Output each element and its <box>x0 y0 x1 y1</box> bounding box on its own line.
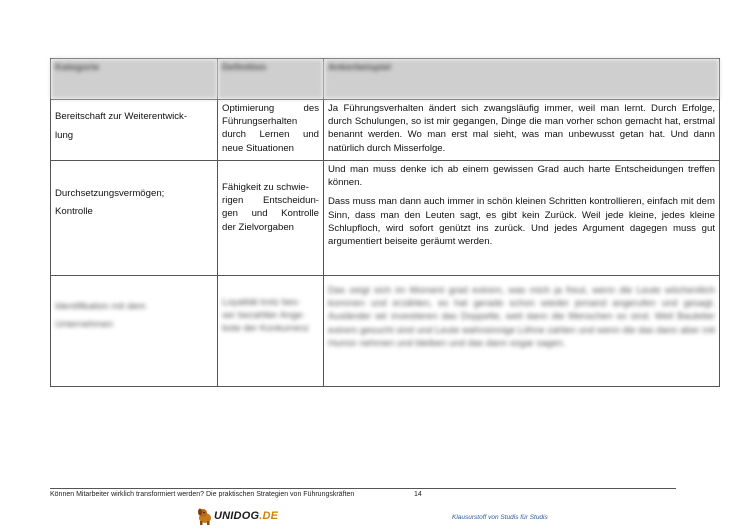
table-row <box>51 161 720 276</box>
footer-note: Klausurstoff von Studis für Studis <box>452 514 548 521</box>
page-number: 14 <box>414 491 422 498</box>
category-line: Unternehmen <box>55 319 114 331</box>
definition-cell <box>218 161 324 276</box>
category-table <box>50 58 720 387</box>
definition-line: der Zielvorgaben <box>222 221 294 233</box>
definition-line: Führungserhalten <box>222 116 298 128</box>
definition-line: neue Situationen <box>222 142 295 154</box>
example-cell <box>324 161 720 276</box>
definition-line: ser bezahlter Ange- <box>222 310 306 322</box>
logo-text-a: UNIDOG <box>214 510 260 522</box>
logo-text-b: .DE <box>259 510 279 522</box>
example-cell: Ja Führungsverhalten ändert sich zwangsläufig immer, weil man lernt. Durch Erfolge, durch Schulungen, so ist mir gegangen, Dinge die man vorher schon gemacht hat, erstmal benannt werden. Wo man erst mal sieht, was man unbewusst getan hat. Und dann natürlich durch Misserfolge. <box>324 100 720 161</box>
category-line: Identifikation mit dem <box>55 301 146 312</box>
category-line: Durchsetzungsvermögen; <box>55 188 165 199</box>
category-line: Bereitschaft zur Weiterentwick- <box>55 111 188 122</box>
definition-line: Fähigkeit zu schwie- <box>222 182 309 193</box>
definition-cell <box>218 276 324 387</box>
header-example: Ankerbeispiel <box>324 59 720 100</box>
footer-divider <box>50 488 676 489</box>
header-category: Kategorie <box>51 59 218 100</box>
definition-line: durch Lernen und <box>222 129 319 141</box>
definition-line: Loyalität trotz bes- <box>222 297 301 308</box>
example-cell: Das zeigt sich im Moment grad extrem, was mich ja freut, wenn die Leute wöchentlich kommen und erzählen, es hat gerade schon wieder jemand angerufen und gesagt. Ausländer wir investieren das Doppelte, weil dann die Menschen so sind. Weil Bauleiter extrem gesucht sind und Leute wahnsinnige Löhne zahlen und wenn die das dann aber mit Humor nehmen und bleiben und das dann sogar sagen. <box>324 276 720 387</box>
definition-cell <box>218 100 324 161</box>
header-definition: Definition <box>218 59 324 100</box>
definition-line: rigen Entscheidun- <box>222 195 319 207</box>
category-cell <box>51 276 218 387</box>
category-cell <box>51 161 218 276</box>
table-row <box>51 100 720 161</box>
table-row <box>51 276 720 387</box>
example-paragraph: Dass muss man dann auch immer in schön kleinen Schritten kontrollieren, einfach mit dem Sinn, dass man den Leuten sagt, es gibt kein Zurück. Weil jede kleine, jedes kleine Schlupfloch, wird sofort genützt ins zurück. Und jedes Argument dagegen muss gut argumentiert beiseite geräumt werden. <box>328 196 715 248</box>
content-table-wrapper <box>50 58 720 384</box>
definition-line: bote der Konkurrenz <box>222 323 309 335</box>
definition-line: Optimierung des <box>222 103 319 114</box>
category-cell <box>51 100 218 161</box>
dog-logo-icon <box>196 506 216 526</box>
logo-wordmark <box>214 510 278 522</box>
definition-line: gen und Kontrolle <box>222 208 319 220</box>
example-paragraph: Und man muss denke ich ab einem gewissen Grad auch harte Entscheidungen treffen können. <box>328 164 715 189</box>
category-line: lung <box>55 130 74 142</box>
table-header-row <box>51 59 720 100</box>
unidog-logo <box>196 506 279 526</box>
category-line: Kontrolle <box>55 206 93 218</box>
footer-title: Können Mitarbeiter wirklich transformiert werden? Die praktischen Strategien von Führungskräften <box>50 491 355 498</box>
